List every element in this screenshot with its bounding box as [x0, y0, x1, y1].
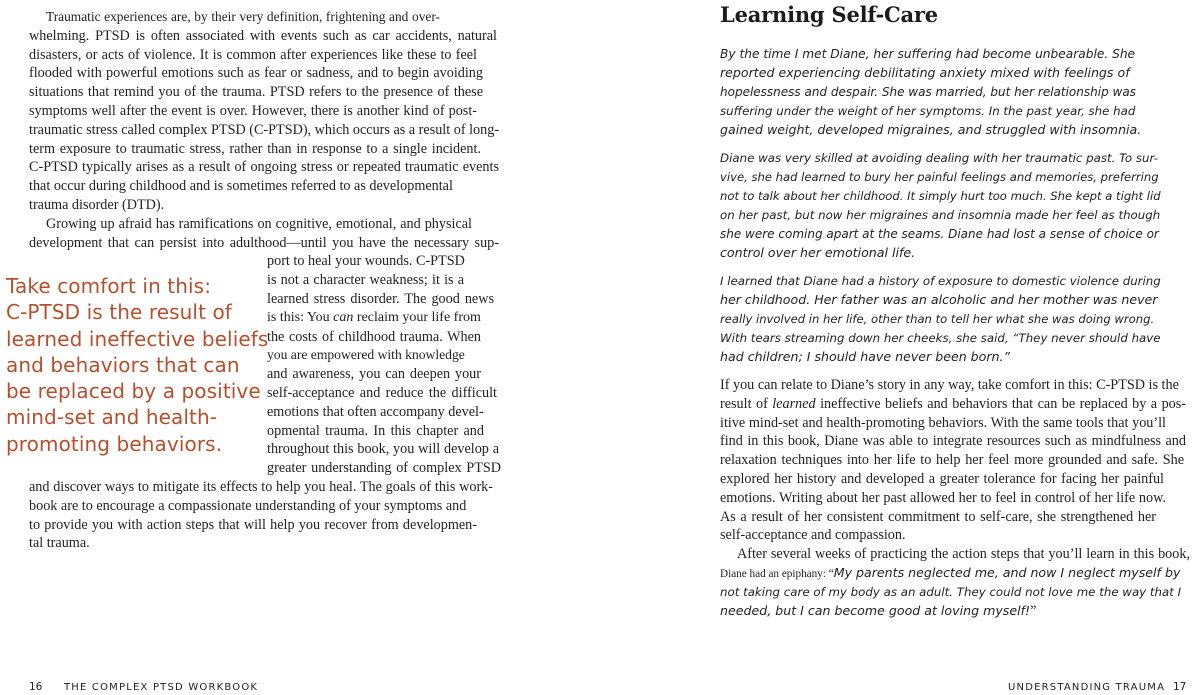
pull-quote: [6, 273, 269, 457]
body-line: that occur during childhood and is sometimes referred to as developmental: [29, 178, 453, 195]
body-line: find in this book, Diane was able to integrate resources such as mindfulness and: [720, 433, 1186, 450]
quote-run: My parents neglected me, and now I neglect myself by: [833, 565, 1181, 580]
case-line: Diane was very skilled at avoiding dealing with her traumatic past. To sur-: [720, 151, 1158, 165]
body-line: disasters, or acts of violence. It is common after experiences like these to feel: [29, 46, 477, 63]
pull-quote-line: and behaviors that can: [6, 352, 240, 377]
body-line: throughout this book, you will develop a: [267, 441, 499, 458]
body-line: learned stress disorder. The good news: [267, 291, 494, 307]
body-line: explored her history and developed a greater tolerance for facing her painful: [720, 471, 1164, 487]
body-line: emotions. Writing about her past allowed her to feel in control of her life now.: [720, 489, 1166, 506]
body-line: After several weeks of practicing the action steps that you’ll learn in this book,: [737, 546, 1190, 563]
case-line: control over her emotional life.: [720, 245, 916, 260]
text-run: ineffective beliefs and behaviors that can be replaced by a pos-: [815, 395, 1187, 412]
section-heading: Learning Self-Care: [720, 2, 938, 27]
pull-quote-line: be replaced by a positive: [6, 379, 261, 404]
emphasis-can: can: [333, 309, 354, 325]
body-line: and discover ways to mitigate its effects to help you heal. The goals of this work-: [29, 479, 493, 495]
body-line: emotions that often accompany devel-: [267, 403, 484, 420]
case-line: not to talk about her childhood. It simply hurt too much. She kept a tight lid: [720, 189, 1161, 203]
body-line: [267, 309, 482, 328]
body-line: situations that remind you of the trauma. PTSD refers to the presence of these: [29, 84, 483, 101]
body-line: As a result of her consistent commitment to self-care, she strengthened her: [720, 508, 1156, 525]
case-line: With tears streaming down her cheeks, she said, “They never should have: [720, 331, 1161, 345]
running-head: UNDERSTANDING TRAUMA: [1008, 682, 1166, 693]
body-line: Traumatic experiences are, by their very definition, frightening and over-: [46, 9, 440, 24]
text-run: reclaim your life from: [353, 309, 481, 325]
body-line: symptoms well after the event is over. However, there is another kind of post-: [29, 103, 477, 119]
pull-quote-line: C-PTSD is the result of: [6, 300, 232, 325]
body-line: relaxation techniques into her life to help her feel more grounded and safe. She: [720, 452, 1184, 469]
text-run: result of: [720, 395, 773, 412]
text-run: is this: You: [267, 309, 334, 325]
body-line: opmental trauma. In this chapter and: [267, 422, 484, 439]
quote-line: [720, 602, 1180, 621]
body-line: the costs of childhood trauma. When: [267, 328, 481, 345]
body-line: self-acceptance and reduce the difficult: [267, 385, 497, 401]
case-line: suffering under the weight of her symptoms. In the past year, she had: [720, 104, 1136, 118]
body-line: port to heal your wounds. C-PTSD: [267, 253, 465, 270]
body-line: and awareness, you can deepen your: [267, 366, 481, 383]
body-line: self-acceptance and compassion.: [720, 527, 906, 544]
body-line: trauma disorder (DTD).: [29, 197, 165, 213]
right-page: [600, 0, 1200, 695]
pull-quote-line: learned ineffective beliefs: [6, 326, 269, 351]
body-line: traumatic stress called complex PTSD (C-PTSD), which occurs as a result of long-: [29, 121, 500, 138]
body-line: whelming. PTSD is often associated with events such as car accidents, natural: [29, 27, 497, 44]
body-line: [720, 564, 1180, 584]
case-line: on her past, but now her migraines and insomnia made her feel as though: [720, 208, 1161, 222]
body-line: to provide you with action steps that will help you recover from developmen-: [29, 516, 477, 533]
case-line: I learned that Diane had a history of exposure to domestic violence during: [720, 274, 1161, 288]
body-line: you are empowered with knowledge: [267, 347, 465, 363]
case-line: she were coming apart at the seams. Diane had lost a sense of choice or: [720, 227, 1159, 241]
pull-quote-line: Take comfort in this:: [6, 274, 212, 298]
body-line: book are to encourage a compassionate understanding of your symptoms and: [29, 497, 467, 514]
body-line: development that can persist into adulthood—until you have the necessary sup-: [29, 234, 499, 251]
page-number: 17: [1173, 681, 1187, 693]
case-line: hopelessness and despair. She was married, but her relationship was: [720, 85, 1136, 99]
case-line: really involved in her life, other than to tell her what she was doing wrong.: [720, 312, 1155, 326]
case-line: By the time I met Diane, her suffering had become unbearable. She: [720, 47, 1136, 61]
case-line: vive, she had learned to bury her painful feelings and memories, preferring: [720, 170, 1159, 184]
closing-quote: ”: [1030, 602, 1037, 619]
case-line: gained weight, developed migraines, and struggled with insomnia.: [720, 122, 1142, 137]
body-line: Growing up afraid has ramifications on cognitive, emotional, and physical: [46, 215, 472, 232]
body-line: itive mind-set and health-promoting behaviors. With the same tools that you’ll: [720, 414, 1166, 431]
body-line: term exposure to traumatic stress, rather than in response to a single incident.: [29, 140, 481, 157]
page-number: 16: [29, 681, 43, 693]
body-line: is not a character weakness; it is a: [267, 272, 464, 289]
body-line: tal trauma.: [29, 535, 90, 552]
quote-run: needed, but I can become good at loving myself!: [720, 602, 1031, 618]
body-line: greater understanding of complex PTSD: [267, 460, 501, 477]
case-line: reported experiencing debilitating anxiety mixed with feelings of: [720, 65, 1130, 80]
case-line: had children; I should have never been born.”: [720, 349, 1011, 364]
quote-line: not taking care of my body as an adult. They could not love me the way that I: [720, 584, 1182, 599]
pull-quote-line: promoting behaviors.: [6, 431, 223, 456]
body-line: [720, 395, 1186, 414]
text-run: Diane had an epiphany: “: [720, 568, 834, 580]
emphasis-learned: learned: [772, 395, 816, 412]
body-line: flooded with powerful emotions such as fear or sadness, and to begin avoiding: [29, 65, 483, 82]
case-line: her childhood. Her father was an alcoholic and her mother was never: [720, 292, 1158, 307]
body-line: C-PTSD typically arises as a result of ongoing stress or repeated traumatic events: [29, 159, 499, 176]
running-head: THE COMPLEX PTSD WORKBOOK: [64, 682, 259, 693]
pull-quote-line: mind-set and health-: [6, 405, 218, 430]
body-line: If you can relate to Diane’s story in any way, take comfort in this: C-PTSD is the: [720, 377, 1179, 393]
